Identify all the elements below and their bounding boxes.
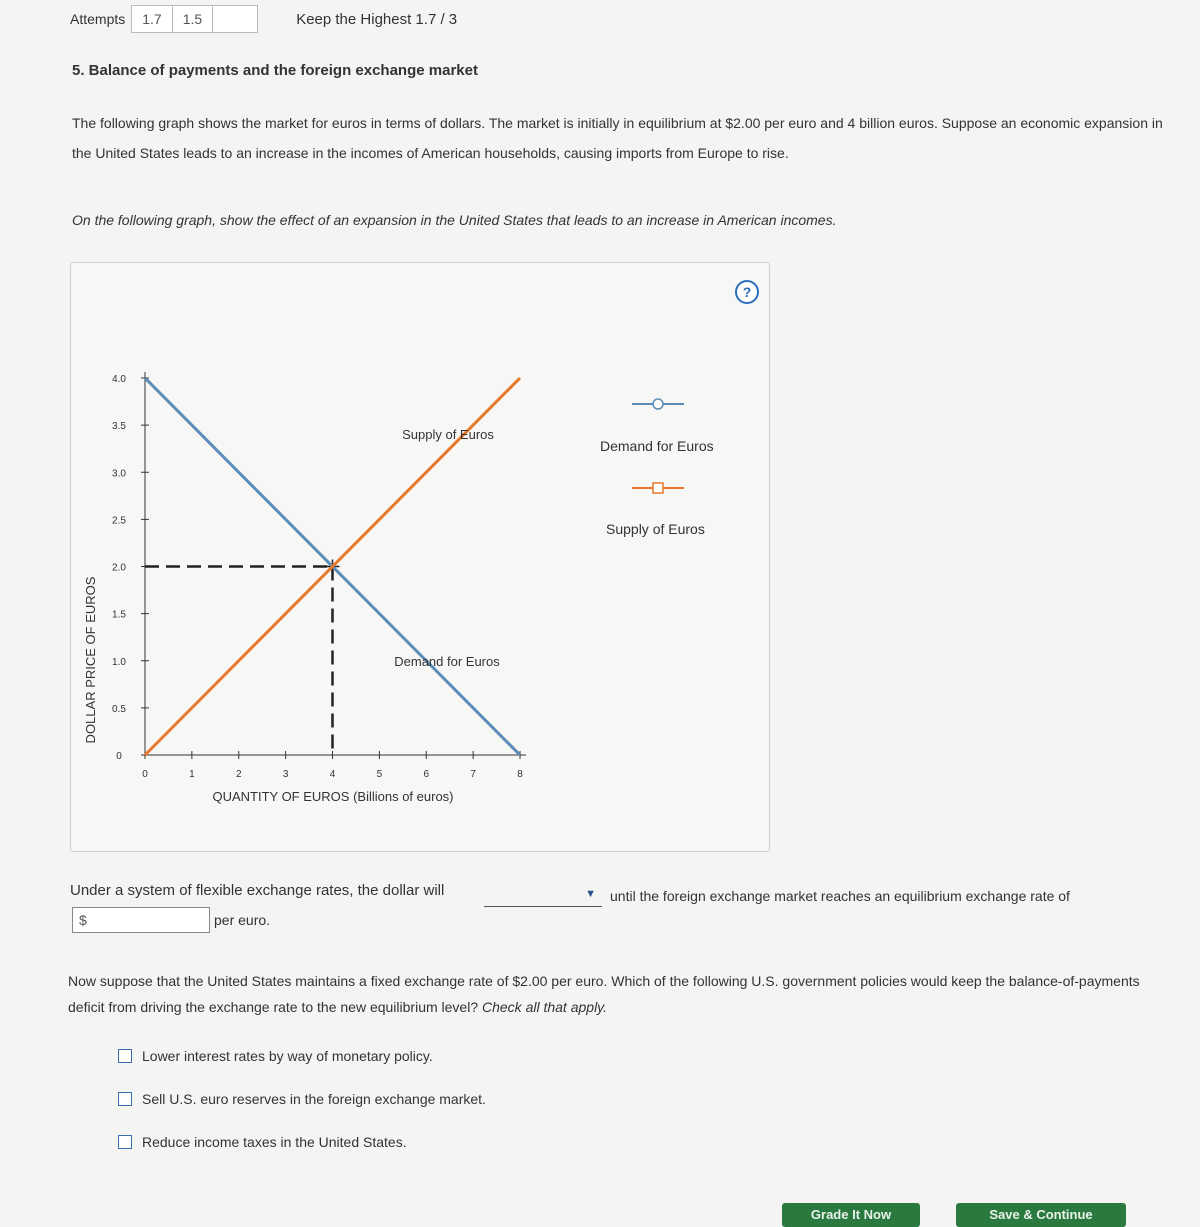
- checkbox[interactable]: [118, 1135, 132, 1149]
- fixed-rate-question: [68, 968, 1158, 1020]
- option-lower-interest-rates[interactable]: [118, 1048, 433, 1064]
- legend-supply-label[interactable]: Supply of Euros: [606, 521, 705, 537]
- x-tick-label: 2: [235, 769, 242, 780]
- dropdown-arrow-icon: ▼: [585, 888, 596, 900]
- y-axis-label: DOLLAR PRICE OF EUROS: [83, 576, 98, 744]
- checkbox[interactable]: [118, 1092, 132, 1106]
- option-label: Sell U.S. euro reserves in the foreign exchange market.: [142, 1091, 486, 1107]
- attempts-bar: [70, 4, 457, 34]
- option-label: Reduce income taxes in the United States.: [142, 1134, 407, 1150]
- y-tick-label: 3.0: [112, 468, 126, 480]
- attempts-label: Attempts: [70, 11, 126, 27]
- x-tick-label: 5: [376, 769, 383, 780]
- x-tick-label: 3: [282, 769, 289, 780]
- grade-it-now-button[interactable]: Grade It Now: [782, 1203, 920, 1227]
- y-tick-label: 2.5: [112, 515, 126, 527]
- keep-highest-label: Keep the Highest 1.7 / 3: [296, 10, 458, 28]
- option-reduce-income-taxes[interactable]: [118, 1134, 407, 1150]
- checkbox[interactable]: [118, 1049, 132, 1063]
- attempt-score-3: [213, 5, 258, 33]
- exchange-rate-input[interactable]: [72, 907, 210, 933]
- x-axis-label: QUANTITY OF EUROS (Billions of euros): [212, 789, 454, 804]
- question-title: 5. Balance of payments and the foreign exchange market: [72, 62, 478, 79]
- x-tick-label: 0: [142, 769, 148, 780]
- fixed-rate-question-text: Now suppose that the United States maintains a fixed exchange rate of $2.00 per euro. Which of the following U.S. government policies would keep the balance-of-payments deficit from driving the exchange rate to the new equilibrium level?: [68, 973, 1140, 1015]
- question-instruction: On the following graph, show the effect of an expansion in the United States that leads to an increase in American incomes.: [72, 212, 837, 228]
- legend-demand-label[interactable]: Demand for Euros: [600, 438, 714, 454]
- flexible-rate-question-cont: until the foreign exchange market reaches an equilibrium exchange rate of: [610, 888, 1070, 904]
- per-euro-label: per euro.: [214, 912, 271, 928]
- y-tick-label: 4.0: [112, 374, 126, 385]
- question-intro: The following graph shows the market for euros in terms of dollars. The market is initially in equilibrium at $2.00 per euro and 4 billion euros. Suppose an economic expansion in the United States leads to an increase in the incomes of American households, causing imports from Europe to rise.: [72, 115, 1163, 161]
- x-tick-label: 6: [423, 769, 430, 780]
- y-tick-label: 1.0: [112, 656, 126, 668]
- save-continue-button[interactable]: Save & Continue: [956, 1203, 1126, 1227]
- x-tick-label: 4: [329, 769, 336, 780]
- supply-curve-label: Supply of Euros: [402, 427, 494, 442]
- y-tick-label: 3.5: [112, 421, 126, 433]
- option-label: Lower interest rates by way of monetary policy.: [142, 1048, 433, 1064]
- option-sell-euro-reserves[interactable]: [118, 1091, 486, 1107]
- y-tick-label: 2.0: [112, 562, 126, 574]
- check-all-note: Check all that apply.: [482, 999, 608, 1015]
- y-tick-label: 0.5: [112, 703, 126, 715]
- attempt-score-2: 1.5: [173, 5, 213, 33]
- x-tick-label: 8: [517, 769, 523, 780]
- y-tick-label: 1.5: [112, 609, 126, 621]
- dollar-direction-dropdown[interactable]: [484, 884, 602, 907]
- dollar-sign: $: [79, 912, 87, 928]
- graph-panel: [70, 262, 770, 852]
- demand-curve-label: Demand for Euros: [394, 654, 500, 669]
- flexible-rate-question: Under a system of flexible exchange rates, the dollar will: [70, 882, 445, 899]
- x-tick-label: 1: [189, 769, 195, 780]
- help-icon[interactable]: ?: [735, 280, 759, 304]
- attempt-score-1: 1.7: [131, 5, 172, 33]
- y-tick-label: 0: [116, 751, 122, 762]
- x-tick-label: 7: [470, 769, 476, 780]
